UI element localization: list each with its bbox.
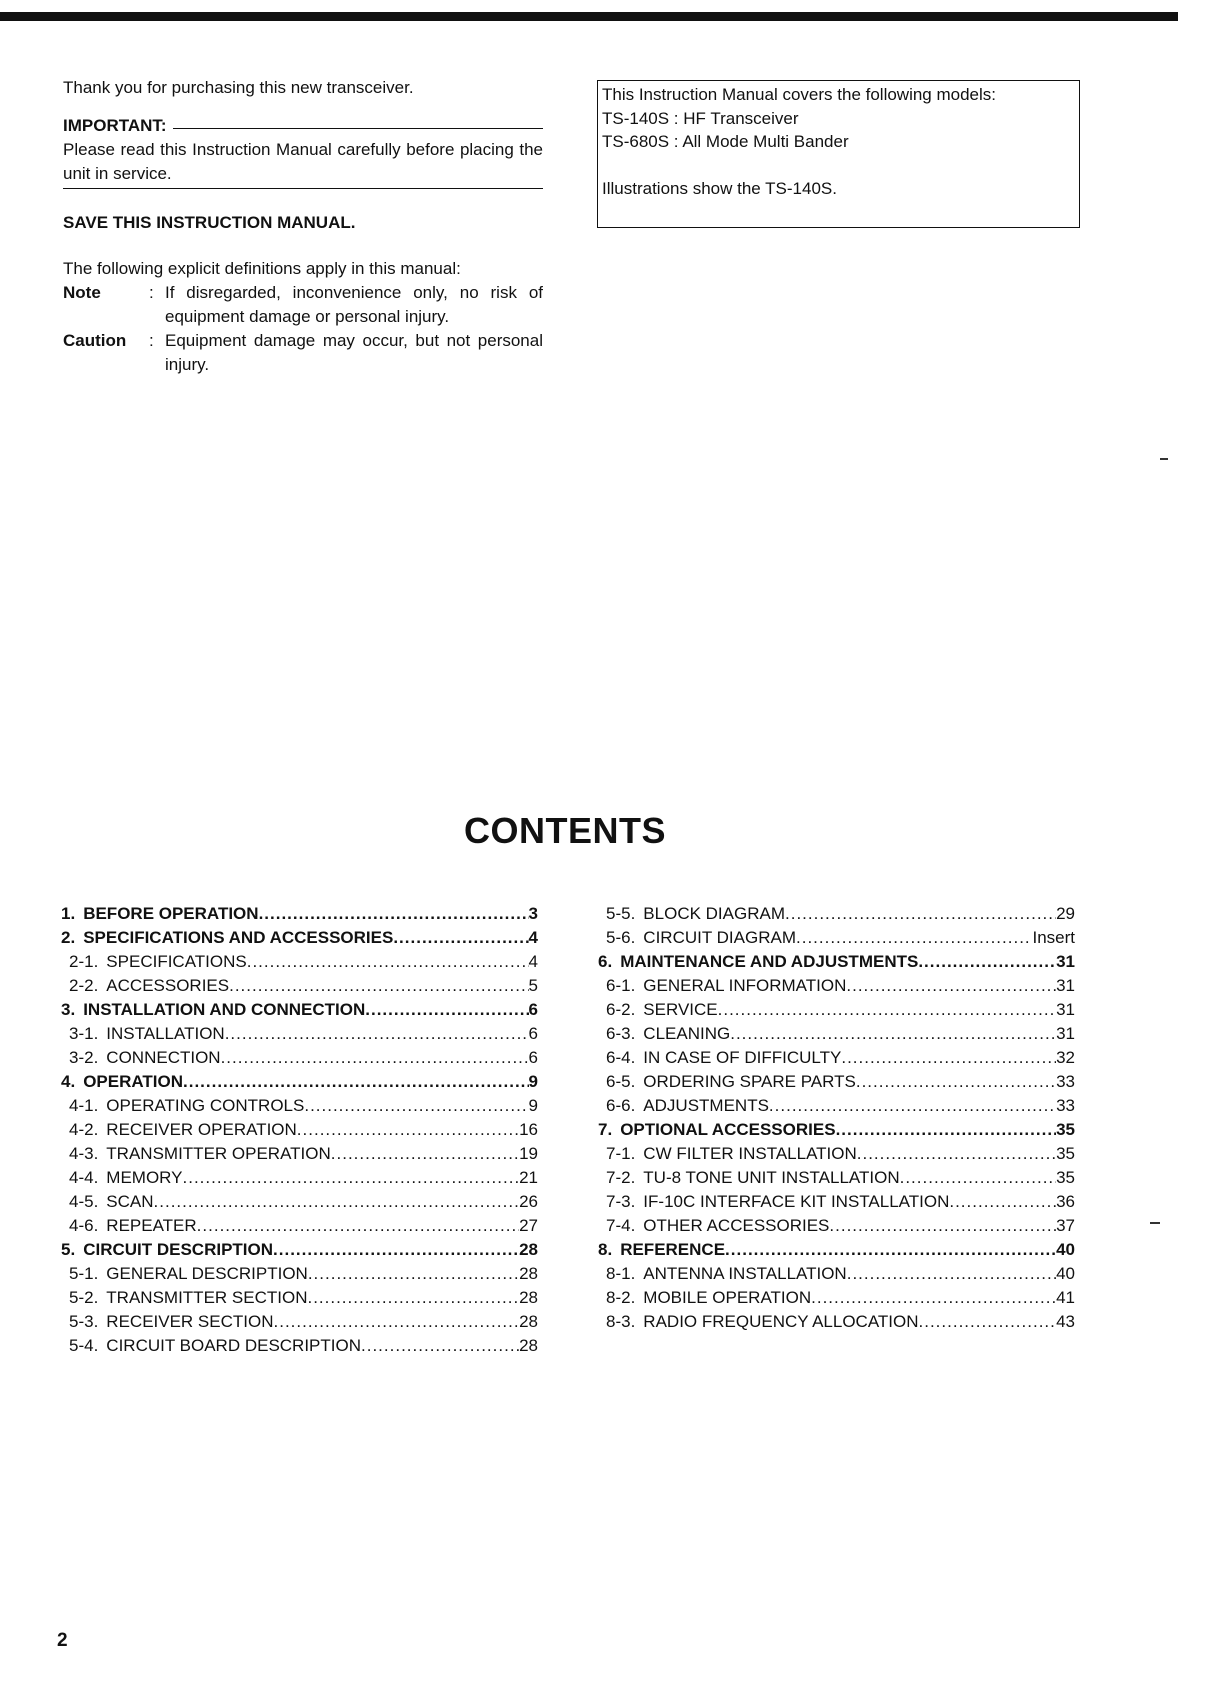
toc-entry-page: 43 bbox=[1056, 1312, 1075, 1331]
toc-entry-number: 6-2. bbox=[606, 1000, 636, 1019]
toc-entry bbox=[598, 902, 1075, 926]
toc-entry-label: IF-10C INTERFACE KIT INSTALLATION bbox=[643, 1192, 950, 1211]
toc-entry-number: 6-4. bbox=[606, 1048, 636, 1067]
toc-entry bbox=[61, 1214, 538, 1238]
toc-leader-dots bbox=[331, 1142, 519, 1166]
model-item: TS-680S : All Mode Multi Bander bbox=[602, 132, 849, 151]
definitions-intro: The following explicit definitions apply in this manual: bbox=[63, 259, 461, 278]
toc-leader-dots bbox=[730, 1022, 1056, 1046]
toc-entry-label: CIRCUIT DESCRIPTION bbox=[83, 1240, 274, 1259]
toc-entry bbox=[598, 950, 1075, 974]
toc-entry-number: 5-6. bbox=[606, 928, 636, 947]
illustrations-note: Illustrations show the TS-140S. bbox=[602, 178, 837, 198]
important-rule bbox=[63, 188, 543, 189]
definition-colon: : bbox=[149, 283, 154, 302]
toc-leader-dots bbox=[918, 950, 1056, 974]
toc-entry-label: TRANSMITTER OPERATION bbox=[106, 1144, 331, 1163]
toc-entry-label: TRANSMITTER SECTION bbox=[106, 1288, 308, 1307]
toc-entry-page: 32 bbox=[1056, 1048, 1075, 1067]
toc-leader-dots bbox=[856, 1070, 1056, 1094]
definition-caution bbox=[63, 329, 543, 377]
toc-entry-number: 7-2. bbox=[606, 1168, 636, 1187]
toc-leader-dots bbox=[247, 950, 529, 974]
toc-entry-number: 2-2. bbox=[69, 976, 99, 995]
toc-entry-label: ACCESSORIES bbox=[106, 976, 230, 995]
toc-entry-number: 6-6. bbox=[606, 1096, 636, 1115]
toc-entry-number: 4-1. bbox=[69, 1096, 99, 1115]
toc-entry bbox=[598, 1310, 1075, 1334]
toc-leader-dots bbox=[183, 1070, 529, 1094]
toc-entry bbox=[61, 1238, 538, 1262]
toc-entry-page: 31 bbox=[1056, 952, 1075, 971]
toc-entry-page: 19 bbox=[519, 1144, 538, 1163]
toc-entry-label: OPERATING CONTROLS bbox=[106, 1096, 305, 1115]
toc-entry-label: RECEIVER SECTION bbox=[106, 1312, 274, 1331]
toc-entry-page: 31 bbox=[1056, 976, 1075, 995]
toc-leader-dots bbox=[259, 902, 529, 926]
toc-entry-page: 28 bbox=[519, 1240, 538, 1259]
toc-entry bbox=[61, 1262, 538, 1286]
toc-leader-dots bbox=[857, 1142, 1056, 1166]
toc-leader-dots bbox=[718, 998, 1056, 1022]
toc-leader-dots bbox=[393, 926, 528, 950]
toc-entry-label: CIRCUIT BOARD DESCRIPTION bbox=[106, 1336, 362, 1355]
toc-entry-number: 4-5. bbox=[69, 1192, 99, 1211]
toc-entry-page: 21 bbox=[519, 1168, 538, 1187]
toc-entry-label: SPECIFICATIONS bbox=[106, 952, 247, 971]
toc-entry-label: RADIO FREQUENCY ALLOCATION bbox=[643, 1312, 919, 1331]
toc-leader-dots bbox=[229, 974, 528, 998]
intro-section bbox=[63, 76, 543, 377]
toc-entry-label: GENERAL INFORMATION bbox=[643, 976, 847, 995]
toc-entry bbox=[61, 1190, 538, 1214]
toc-entry bbox=[61, 1022, 538, 1046]
toc-entry-page: 6 bbox=[528, 1024, 538, 1043]
models-box bbox=[597, 80, 1080, 228]
toc-entry-page: 4 bbox=[528, 928, 538, 947]
toc-entry-label: OPTIONAL ACCESSORIES bbox=[620, 1120, 836, 1139]
toc-entry-page: 40 bbox=[1056, 1240, 1075, 1259]
toc-entry bbox=[61, 974, 538, 998]
toc-entry-page: 3 bbox=[528, 904, 538, 923]
definition-text: Equipment damage may occur, but not personal injury. bbox=[165, 331, 543, 374]
toc-entry bbox=[61, 1118, 538, 1142]
toc-entry-page: 16 bbox=[519, 1120, 538, 1139]
scan-speck bbox=[1160, 458, 1168, 460]
toc-leader-dots bbox=[725, 1238, 1056, 1262]
toc-entry-label: BLOCK DIAGRAM bbox=[643, 904, 785, 923]
toc-entry-number: 6-5. bbox=[606, 1072, 636, 1091]
toc-entry bbox=[598, 1118, 1075, 1142]
toc-leader-dots bbox=[154, 1190, 520, 1214]
definition-note bbox=[63, 281, 543, 329]
toc-entry-page: 27 bbox=[519, 1216, 538, 1235]
toc-entry-number: 7-1. bbox=[606, 1144, 636, 1163]
toc-leader-dots bbox=[785, 902, 1056, 926]
toc-entry-number: 8-3. bbox=[606, 1312, 636, 1331]
toc-entry-page: 37 bbox=[1056, 1216, 1075, 1235]
toc-entry-label: CIRCUIT DIAGRAM bbox=[643, 928, 796, 947]
contents-column-right bbox=[598, 902, 1075, 1334]
toc-entry-label: BEFORE OPERATION bbox=[83, 904, 259, 923]
toc-entry bbox=[61, 1310, 538, 1334]
toc-entry-label: REFERENCE bbox=[620, 1240, 726, 1259]
toc-entry-number: 8-1. bbox=[606, 1264, 636, 1283]
toc-leader-dots bbox=[197, 1214, 519, 1238]
definition-term: Caution bbox=[63, 331, 127, 350]
toc-entry bbox=[61, 902, 538, 926]
toc-entry-number: 2-1. bbox=[69, 952, 99, 971]
toc-entry-page: 31 bbox=[1056, 1024, 1075, 1043]
toc-leader-dots bbox=[829, 1214, 1056, 1238]
toc-entry-page: 35 bbox=[1056, 1120, 1075, 1139]
toc-leader-dots bbox=[365, 998, 528, 1022]
toc-entry-page: 6 bbox=[528, 1000, 538, 1019]
toc-entry-page: 9 bbox=[528, 1096, 538, 1115]
toc-entry-number: 5-3. bbox=[69, 1312, 99, 1331]
toc-entry bbox=[61, 998, 538, 1022]
toc-entry bbox=[61, 1334, 538, 1358]
toc-entry-page: 41 bbox=[1056, 1288, 1075, 1307]
toc-entry bbox=[598, 1022, 1075, 1046]
toc-entry bbox=[61, 1070, 538, 1094]
definition-term: Note bbox=[63, 283, 101, 302]
toc-entry-page: 28 bbox=[519, 1336, 538, 1355]
toc-entry-page: 40 bbox=[1056, 1264, 1075, 1283]
toc-leader-dots bbox=[225, 1022, 529, 1046]
toc-entry-number: 1. bbox=[61, 904, 76, 923]
toc-entry-number: 3. bbox=[61, 1000, 76, 1019]
toc-leader-dots bbox=[900, 1166, 1056, 1190]
toc-leader-dots bbox=[841, 1046, 1056, 1070]
toc-entry-number: 8-2. bbox=[606, 1288, 636, 1307]
toc-entry bbox=[61, 950, 538, 974]
toc-entry-number: 7-4. bbox=[606, 1216, 636, 1235]
save-manual-text: SAVE THIS INSTRUCTION MANUAL. bbox=[63, 213, 356, 232]
toc-entry-label: TU-8 TONE UNIT INSTALLATION bbox=[643, 1168, 900, 1187]
toc-entry-label: OTHER ACCESSORIES bbox=[643, 1216, 830, 1235]
toc-entry-label: INSTALLATION bbox=[106, 1024, 225, 1043]
toc-entry bbox=[61, 1166, 538, 1190]
toc-entry-number: 5-4. bbox=[69, 1336, 99, 1355]
toc-entry bbox=[61, 1142, 538, 1166]
toc-leader-dots bbox=[297, 1118, 519, 1142]
toc-entry bbox=[61, 926, 538, 950]
toc-leader-dots bbox=[846, 974, 1056, 998]
toc-leader-dots bbox=[304, 1094, 528, 1118]
toc-entry bbox=[598, 998, 1075, 1022]
page-number: 2 bbox=[57, 1630, 68, 1651]
toc-entry-number: 3-1. bbox=[69, 1024, 99, 1043]
toc-entry-label: CW FILTER INSTALLATION bbox=[643, 1144, 857, 1163]
toc-entry bbox=[598, 1166, 1075, 1190]
toc-entry-number: 6-1. bbox=[606, 976, 636, 995]
thanks-text: Thank you for purchasing this new transceiver. bbox=[63, 78, 414, 97]
toc-leader-dots bbox=[847, 1262, 1056, 1286]
toc-entry-label: RECEIVER OPERATION bbox=[106, 1120, 297, 1139]
toc-entry-label: ADJUSTMENTS bbox=[643, 1096, 769, 1115]
toc-entry-page: 4 bbox=[528, 952, 538, 971]
toc-leader-dots bbox=[949, 1190, 1056, 1214]
toc-leader-dots bbox=[221, 1046, 529, 1070]
toc-leader-dots bbox=[361, 1334, 519, 1358]
toc-entry-page: 31 bbox=[1056, 1000, 1075, 1019]
toc-entry-label: CONNECTION bbox=[106, 1048, 221, 1067]
toc-entry-number: 5-1. bbox=[69, 1264, 99, 1283]
definition-text: If disregarded, inconvenience only, no risk of equipment damage or personal injury. bbox=[165, 283, 543, 326]
toc-entry bbox=[598, 1214, 1075, 1238]
models-heading: This Instruction Manual covers the following models: bbox=[602, 85, 997, 104]
toc-entry bbox=[598, 1070, 1075, 1094]
toc-entry-number: 6-3. bbox=[606, 1024, 636, 1043]
toc-entry-label: REPEATER bbox=[106, 1216, 197, 1235]
toc-entry-page: 33 bbox=[1056, 1096, 1075, 1115]
toc-entry-number: 5-2. bbox=[69, 1288, 99, 1307]
toc-leader-dots bbox=[274, 1310, 520, 1334]
important-label: IMPORTANT: bbox=[63, 116, 167, 135]
toc-entry bbox=[61, 1286, 538, 1310]
toc-entry-label: ANTENNA INSTALLATION bbox=[643, 1264, 847, 1283]
toc-entry-page: 28 bbox=[519, 1312, 538, 1331]
toc-leader-dots bbox=[769, 1094, 1056, 1118]
toc-entry-label: GENERAL DESCRIPTION bbox=[106, 1264, 308, 1283]
toc-leader-dots bbox=[183, 1166, 520, 1190]
toc-entry-label: INSTALLATION AND CONNECTION bbox=[83, 1000, 366, 1019]
toc-entry-label: MAINTENANCE AND ADJUSTMENTS bbox=[620, 952, 919, 971]
toc-entry-label: IN CASE OF DIFFICULTY bbox=[643, 1048, 842, 1067]
toc-entry-number: 4. bbox=[61, 1072, 76, 1091]
toc-entry bbox=[61, 1094, 538, 1118]
toc-leader-dots bbox=[836, 1118, 1057, 1142]
toc-leader-dots bbox=[307, 1286, 519, 1310]
toc-entry-number: 4-4. bbox=[69, 1168, 99, 1187]
toc-entry-number: 7. bbox=[598, 1120, 613, 1139]
important-text: Please read this Instruction Manual carefully before placing the unit in service. bbox=[63, 140, 543, 183]
toc-leader-dots bbox=[796, 926, 1032, 950]
toc-entry-number: 4-6. bbox=[69, 1216, 99, 1235]
toc-entry-label: ORDERING SPARE PARTS bbox=[643, 1072, 856, 1091]
toc-entry bbox=[598, 974, 1075, 998]
toc-entry bbox=[598, 1094, 1075, 1118]
toc-entry-label: MEMORY bbox=[106, 1168, 183, 1187]
toc-entry bbox=[598, 1142, 1075, 1166]
toc-entry-label: CLEANING bbox=[643, 1024, 731, 1043]
toc-entry-page: 28 bbox=[519, 1288, 538, 1307]
toc-entry-page: 28 bbox=[519, 1264, 538, 1283]
toc-entry-number: 4-3. bbox=[69, 1144, 99, 1163]
contents-column-left bbox=[61, 902, 538, 1358]
toc-entry bbox=[61, 1046, 538, 1070]
toc-entry-page: 36 bbox=[1056, 1192, 1075, 1211]
toc-entry-page: 9 bbox=[528, 1072, 538, 1091]
toc-entry-number: 4-2. bbox=[69, 1120, 99, 1139]
toc-entry-number: 8. bbox=[598, 1240, 613, 1259]
toc-entry-label: SPECIFICATIONS AND ACCESSORIES bbox=[83, 928, 394, 947]
toc-entry-page: 35 bbox=[1056, 1144, 1075, 1163]
toc-entry-page: 29 bbox=[1056, 904, 1075, 923]
toc-entry-page: 5 bbox=[528, 976, 538, 995]
toc-leader-dots bbox=[308, 1262, 519, 1286]
contents-title: CONTENTS bbox=[464, 810, 666, 851]
toc-entry-page: 6 bbox=[528, 1048, 538, 1067]
toc-entry-number: 2. bbox=[61, 928, 76, 947]
toc-entry bbox=[598, 1190, 1075, 1214]
model-item: TS-140S : HF Transceiver bbox=[602, 108, 799, 128]
toc-entry-page: 33 bbox=[1056, 1072, 1075, 1091]
toc-entry-page: Insert bbox=[1032, 928, 1075, 947]
toc-entry-number: 5. bbox=[61, 1240, 76, 1259]
toc-entry-label: SERVICE bbox=[643, 1000, 718, 1019]
toc-entry-label: SCAN bbox=[106, 1192, 154, 1211]
toc-entry bbox=[598, 1238, 1075, 1262]
toc-entry-number: 3-2. bbox=[69, 1048, 99, 1067]
definition-colon: : bbox=[149, 331, 154, 350]
toc-entry-number: 7-3. bbox=[606, 1192, 636, 1211]
toc-entry bbox=[598, 1286, 1075, 1310]
scan-speck bbox=[1150, 1222, 1160, 1224]
toc-entry bbox=[598, 926, 1075, 950]
toc-entry-label: MOBILE OPERATION bbox=[643, 1288, 812, 1307]
important-line bbox=[173, 128, 543, 129]
top-rule bbox=[0, 12, 1178, 21]
toc-entry-label: OPERATION bbox=[83, 1072, 183, 1091]
toc-entry-number: 5-5. bbox=[606, 904, 636, 923]
toc-leader-dots bbox=[273, 1238, 519, 1262]
toc-entry-page: 35 bbox=[1056, 1168, 1075, 1187]
toc-entry bbox=[598, 1046, 1075, 1070]
toc-entry-number: 6. bbox=[598, 952, 613, 971]
toc-leader-dots bbox=[811, 1286, 1056, 1310]
toc-entry-page: 26 bbox=[519, 1192, 538, 1211]
toc-entry bbox=[598, 1262, 1075, 1286]
toc-leader-dots bbox=[919, 1310, 1057, 1334]
important-heading bbox=[63, 114, 543, 138]
